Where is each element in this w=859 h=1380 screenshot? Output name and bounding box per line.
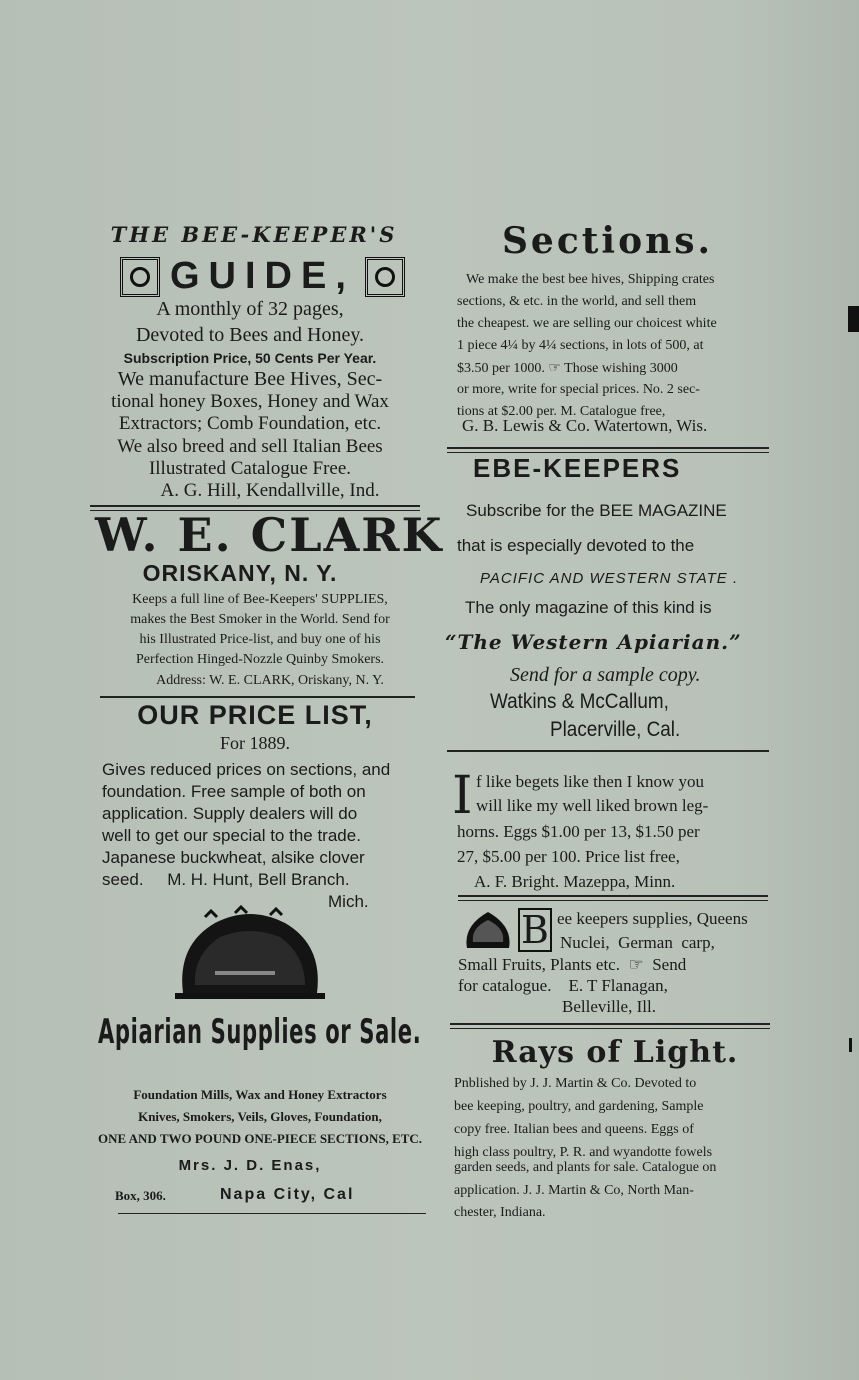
flanagan-line: Belleville, Ill. xyxy=(562,997,656,1016)
leghorns-initial: I xyxy=(452,766,473,826)
guide-line: We manufacture Bee Hives, Sec- xyxy=(117,368,383,390)
leghorns-line: f like begets like then I know you xyxy=(476,772,705,791)
apiarian-title: Apiarian Supplies or Sale. xyxy=(98,1012,422,1052)
clark-line: Keeps a full line of Bee-Keepers' SUPPLIES, xyxy=(132,592,388,607)
apiarian-city: Napa City, Cal xyxy=(220,1186,355,1203)
sections-line: 1 piece 4¼ by 4¼ sections, in lots of 500, at xyxy=(457,338,704,353)
sections-line: the cheapest. we are selling our choicest white xyxy=(457,316,717,331)
ornament-box-icon xyxy=(365,257,405,297)
leghorns-line: will like my well liked brown leg- xyxy=(476,796,709,815)
sections-signature: G. B. Lewis & Co. Watertown, Wis. xyxy=(462,416,708,435)
clark-line: makes the Best Smoker in the World. Send for xyxy=(130,612,390,627)
magazine-name: “The Western Apiarian.” xyxy=(445,630,742,654)
flanagan-initial: B xyxy=(518,908,552,952)
guide-header: THE BEE-KEEPER'S xyxy=(110,222,398,247)
divider xyxy=(458,895,768,901)
divider xyxy=(447,750,769,752)
price-list-line: application. Supply dealers will do xyxy=(102,804,358,823)
magazine-line: PACIFIC AND WESTERN STATE . xyxy=(480,570,739,587)
clark-line: Perfection Hinged-Nozzle Quinby Smokers. xyxy=(135,652,385,667)
magazine-publisher: Watkins & McCallum, xyxy=(490,690,669,713)
guide-line: A monthly of 32 pages, xyxy=(156,298,344,320)
magazine-line: Send for a sample copy. xyxy=(510,664,701,686)
magazine-line: The only magazine of this kind is xyxy=(465,598,712,617)
leghorns-signature: A. F. Bright. Mazeppa, Minn. xyxy=(474,872,676,891)
guide-line: We also breed and sell Italian Bees xyxy=(117,436,383,457)
sections-line: sections, & etc. in the world, and sell them xyxy=(457,294,697,309)
leghorns-line: horns. Eggs $1.00 per 13, $1.50 per xyxy=(457,822,700,841)
sections-line: or more, write for special prices. No. 2 sec- xyxy=(457,382,700,397)
divider xyxy=(450,1023,770,1029)
ornament-box-icon xyxy=(120,257,160,297)
leghorns-line: 27, $5.00 per 100. Price list free, xyxy=(457,847,680,866)
edge-mark xyxy=(848,306,859,332)
clark-title: W. E. CLARK xyxy=(95,508,444,562)
sections-title: Sections. xyxy=(501,220,714,262)
guide-line: Illustrated Catalogue Free. xyxy=(148,458,352,479)
sections-line: tions at $2.00 per. M. Catalogue free, xyxy=(457,404,666,419)
rays-line: application. J. J. Martin & Co, North Man- xyxy=(454,1183,694,1198)
apiarian-line: Foundation Mills, Wax and Honey Extractors xyxy=(133,1087,387,1102)
magazine-city: Placerville, Cal. xyxy=(550,718,681,741)
guide-line: tional honey Boxes, Honey and Wax xyxy=(111,391,389,412)
divider xyxy=(118,1213,426,1214)
guide-line: Extractors; Comb Foundation, etc. xyxy=(118,413,382,434)
price-list-line: Japanese buckwheat, alsike clover xyxy=(102,848,365,867)
apiarian-name: Mrs. J. D. Enas, xyxy=(178,1157,322,1174)
guide-line: Devoted to Bees and Honey. xyxy=(135,324,365,346)
clark-subtitle: ORISKANY, N. Y. xyxy=(142,560,338,586)
price-list-line: Mich. xyxy=(328,892,369,911)
price-list-line: seed. M. H. Hunt, Bell Branch. xyxy=(102,870,350,889)
guide-title: GUIDE, xyxy=(170,255,355,297)
beehive-icon xyxy=(463,908,513,952)
beehive-illustration xyxy=(175,905,325,1005)
clark-address: Address: W. E. CLARK, Oriskany, N. Y. xyxy=(156,673,384,688)
rays-line: high class poultry, P. R. and wyandotte fowels xyxy=(454,1145,713,1160)
price-list-line: Gives reduced prices on sections, and xyxy=(102,760,391,779)
rays-line: copy free. Italian bees and queens. Eggs of xyxy=(454,1122,694,1137)
magazine-title: EBE-KEEPERS xyxy=(473,453,682,483)
flanagan-line: Nuclei, German carp, xyxy=(560,933,715,952)
price-list-line: well to get our special to the trade. xyxy=(102,826,361,845)
guide-signature: A. G. Hill, Kendallville, Ind. xyxy=(160,480,380,501)
magazine-line: that is especially devoted to the xyxy=(457,536,695,555)
sections-line: $3.50 per 1000. ☞ Those wishing 3000 xyxy=(457,361,678,376)
price-list-title: OUR PRICE LIST, xyxy=(137,700,373,730)
flanagan-line: for catalogue. E. T Flanagan, xyxy=(458,976,668,995)
rays-line: garden seeds, and plants for sale. Catalogue on xyxy=(454,1160,717,1175)
price-list-line: foundation. Free sample of both on xyxy=(102,782,366,801)
magazine-line: Subscribe for the BEE MAGAZINE xyxy=(466,501,727,520)
sections-line: We make the best bee hives, Shipping crates xyxy=(466,272,715,287)
rays-line: chester, Indiana. xyxy=(454,1205,546,1220)
apiarian-box: Box, 306. xyxy=(115,1188,166,1203)
rays-line: bee keeping, poultry, and gardening, Sample xyxy=(454,1099,704,1114)
edge-mark xyxy=(849,1038,852,1052)
apiarian-line: ONE AND TWO POUND ONE-PIECE SECTIONS, ETC. xyxy=(97,1131,423,1146)
rays-line: Pnblished by J. J. Martin & Co. Devoted to xyxy=(454,1076,697,1091)
divider xyxy=(100,696,415,698)
clark-line: his Illustrated Price-list, and buy one of his xyxy=(139,632,381,647)
price-list-year: For 1889. xyxy=(219,733,290,753)
guide-price-line: Subscription Price, 50 Cents Per Year. xyxy=(123,350,377,366)
guide-title-row xyxy=(120,255,385,298)
flanagan-line: Small Fruits, Plants etc. ☞ Send xyxy=(458,955,687,974)
rays-title: Rays of Light. xyxy=(491,1035,739,1070)
apiarian-line: Knives, Smokers, Veils, Gloves, Foundation, xyxy=(138,1109,382,1124)
flanagan-line: ee keepers supplies, Queens xyxy=(557,909,748,928)
